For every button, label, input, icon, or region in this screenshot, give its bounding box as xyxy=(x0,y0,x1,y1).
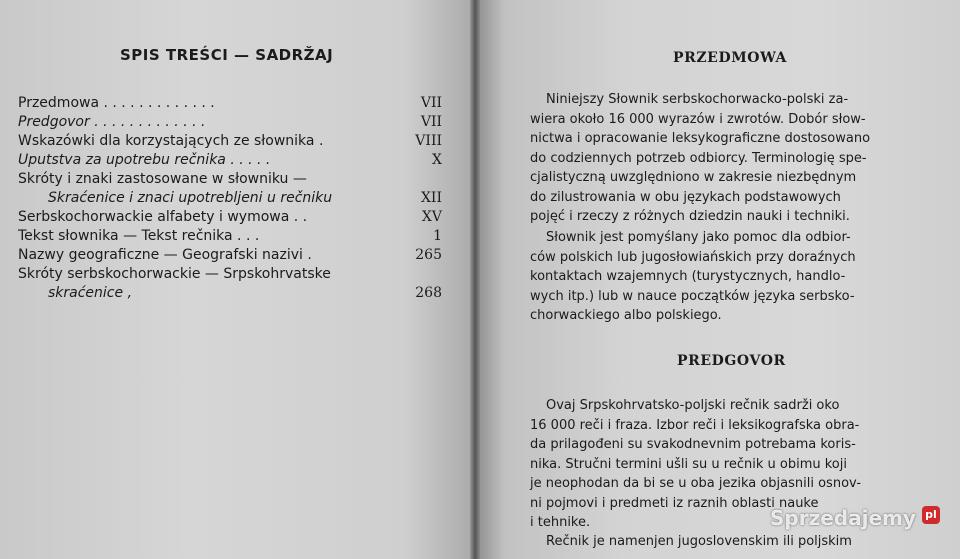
heading-predgovor: PREDGOVOR xyxy=(677,353,786,369)
text-line: do zilustrowania w obu językach podstawowych xyxy=(530,189,841,205)
text-line: ni pojmovi i predmeti iz raznih oblasti nauke xyxy=(530,495,819,511)
text-line: da prilagođeni su svakodnevnim potrebama koris- xyxy=(530,437,856,452)
toc-entry-label: Skraćenice i znaci upotrebljeni u rečniku xyxy=(48,190,333,206)
text-line: wych itp.) lub w nauce początków języka serbsko- xyxy=(530,288,855,304)
toc-entry-label: Przedmowa . . . . . . . . . . . . . xyxy=(18,95,215,111)
toc-entry-label: Skróty i znaki zastosowane w słowniku — xyxy=(18,171,307,187)
text-line: i tehnike. xyxy=(530,515,591,530)
text-line: do codziennych potrzeb odbiorcy. Terminologię spe- xyxy=(530,150,867,166)
text-line: kontaktach wzajemnych (turystycznych, handlo- xyxy=(530,269,846,284)
toc-entry xyxy=(18,132,442,151)
toc-title: SPIS TREŚCI — SADRŽAJ xyxy=(120,46,334,64)
toc-entry xyxy=(18,265,442,284)
toc-entry-page: 1 xyxy=(433,228,442,244)
toc-entry xyxy=(18,189,442,208)
text-line: Rečnik je namenjen jugoslovenskim ili poljskim xyxy=(546,534,852,549)
heading-przedmowa: PRZEDMOWA xyxy=(673,50,787,66)
paragraph-predgovor-2 xyxy=(530,532,940,552)
toc-entry-page: 268 xyxy=(415,285,442,301)
toc-entry xyxy=(18,246,442,265)
toc-entry-page: XII xyxy=(420,190,442,206)
toc-entry xyxy=(18,113,442,132)
paragraph-przedmowa-2 xyxy=(530,228,940,326)
toc-entry xyxy=(18,170,442,189)
toc-entry xyxy=(18,284,442,303)
text-line: pojęć i rzeczy z różnych dziedzin nauki i techniki. xyxy=(530,209,850,224)
watermark-badge: pl xyxy=(922,506,940,524)
toc-entry-page: VIII xyxy=(415,133,442,149)
toc-entry-label: skraćenice , xyxy=(48,285,133,301)
toc-entry xyxy=(18,94,442,113)
toc-entry-label: Wskazówki dla korzystających ze słownika . xyxy=(18,133,324,149)
toc-entry xyxy=(18,227,442,246)
text-line: je neophodan da bi se u oba jezika objasnili osnov- xyxy=(530,476,862,491)
watermark-logo: Sprzedajemy xyxy=(770,506,916,530)
text-line: chorwackiego albo polskiego. xyxy=(530,308,722,323)
toc-entry-page: VII xyxy=(420,95,442,111)
text-line: Ovaj Srpskohrvatsko-poljski rečnik sadrži oko xyxy=(546,398,840,413)
toc-entry xyxy=(18,151,442,170)
text-line: Słownik jest pomyślany jako pomoc dla odbior- xyxy=(546,230,851,245)
toc-entry-page: 265 xyxy=(415,247,442,263)
text-line: nictwa i opracowanie leksykograficzne dostosowano xyxy=(530,131,871,146)
toc-entry-label: Nazwy geograficzne — Geografski nazivi . xyxy=(18,247,312,263)
left-page xyxy=(0,0,476,559)
toc-entry-page: XV xyxy=(421,209,442,225)
book-gutter xyxy=(470,0,480,559)
toc-entry xyxy=(18,208,442,227)
text-line: ców polskich lub jugosłowiańskich przy doraźnych xyxy=(530,249,856,265)
text-line: Niniejszy Słownik serbskochorwacko-polski za- xyxy=(546,92,849,107)
toc-entry-page: VII xyxy=(420,114,442,130)
toc-entry-label: Predgovor . . . . . . . . . . . . . xyxy=(18,114,206,130)
toc-entry-label: Skróty serbskochorwackie — Srpskohrvatske xyxy=(18,266,331,282)
text-line: wiera około 16 000 wyrazów i zwrotów. Dobór słow- xyxy=(530,111,866,127)
toc-entry-page: X xyxy=(432,152,442,168)
toc-entry-label: Tekst słownika — Tekst rečnika . . . xyxy=(18,228,260,244)
text-line: nika. Stručni termini ušli su u rečnik u obimu koji xyxy=(530,456,847,472)
paragraph-przedmowa-1 xyxy=(530,90,940,227)
text-line: cjalistyczną uwzględniono w zakresie niezbędnym xyxy=(530,170,857,185)
toc-entry-label: Serbskochorwackie alfabety i wymowa . . xyxy=(18,209,308,225)
toc-entry-label: Uputstva za upotrebu rečnika . . . . . xyxy=(18,152,271,168)
text-line: 16 000 reči i fraza. Izbor reči i leksikografska obra- xyxy=(530,417,860,433)
table-of-contents xyxy=(18,94,442,303)
